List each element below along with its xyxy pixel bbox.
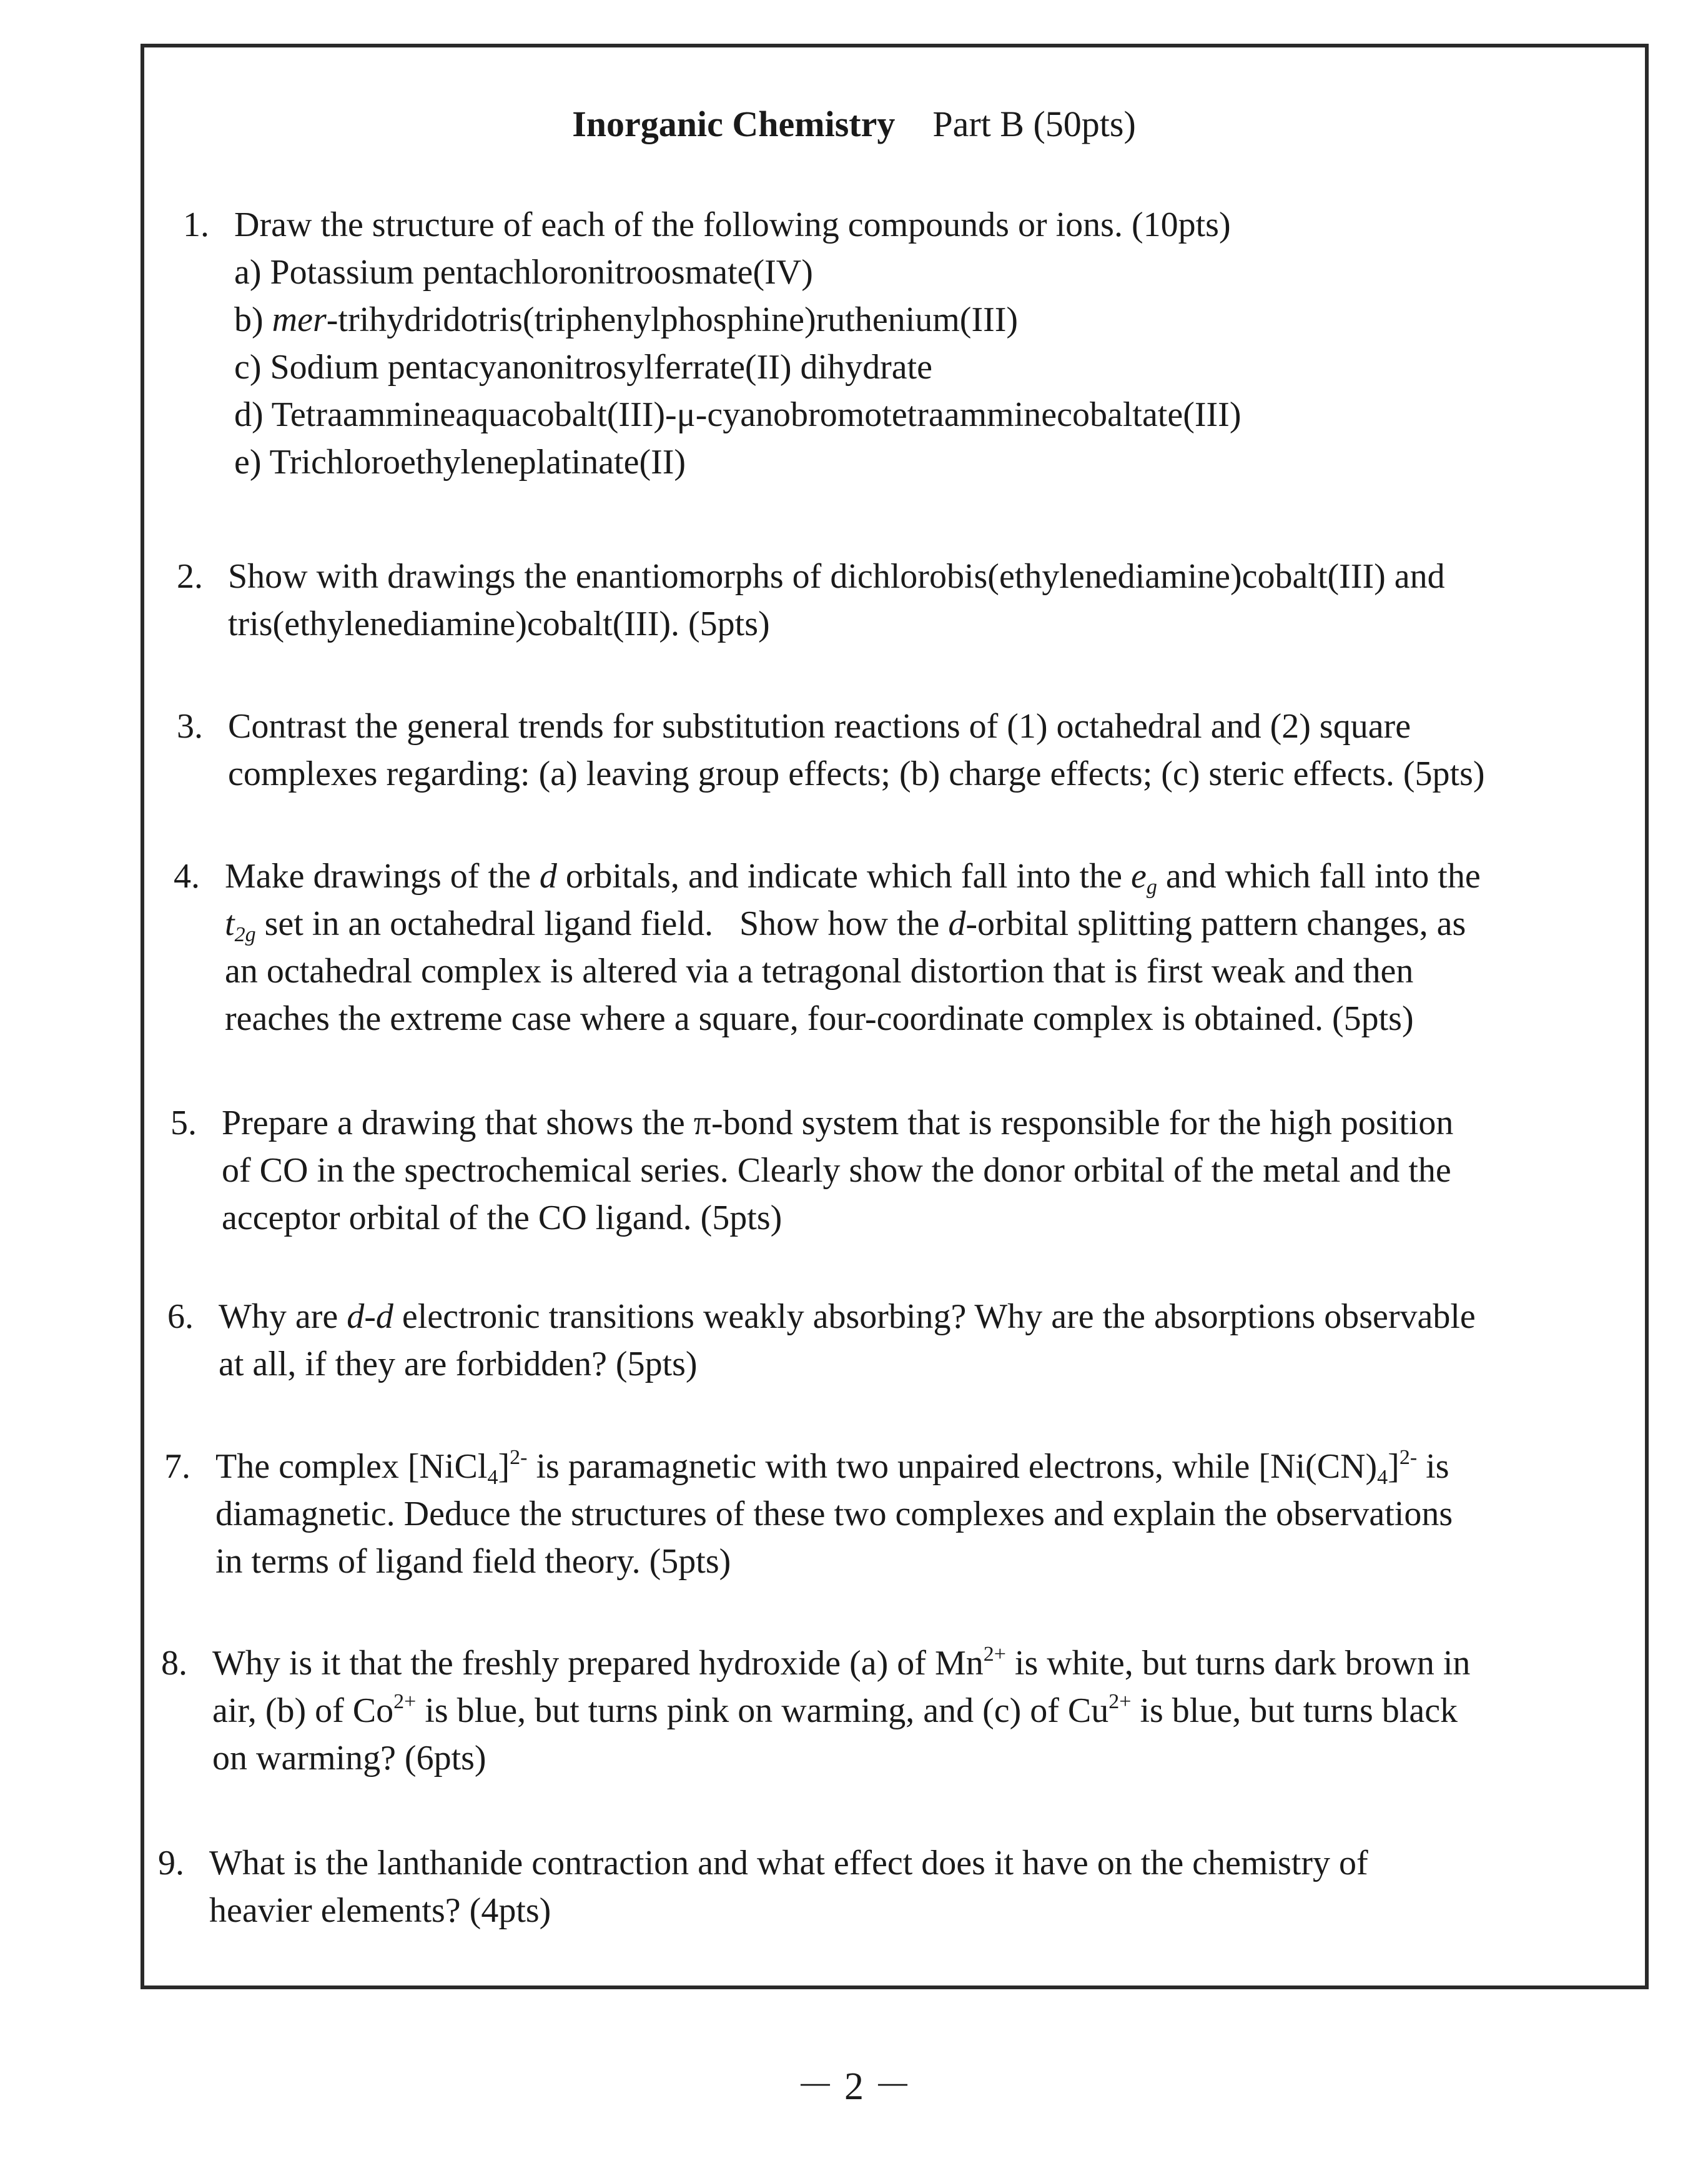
question-number: 1. bbox=[183, 205, 209, 244]
sub-item-d: d) Tetraammineaquacobalt(III)-μ-cyanobromotetraamminecobaltate(III) bbox=[234, 395, 1242, 434]
question-line: acceptor orbital of the CO ligand. (5pts) bbox=[222, 1199, 782, 1237]
sub-item-b: b) mer-trihydridotris(triphenylphosphine)ruthenium(III) bbox=[234, 300, 1019, 339]
question-line: Why are d-d electronic transitions weakly absorbing? Why are the absorptions observable bbox=[219, 1297, 1476, 1336]
title-main: Inorganic Chemistry bbox=[572, 104, 896, 144]
question-line: at all, if they are forbidden? (5pts) bbox=[219, 1345, 698, 1383]
sub-item-c: c) Sodium pentacyanonitrosylferrate(II) dihydrate bbox=[234, 348, 933, 387]
question-line: heavier elements? (4pts) bbox=[209, 1891, 551, 1930]
question-line: Make drawings of the d orbitals, and indicate which fall into the $e_g$ and which fall into the bbox=[225, 857, 1481, 899]
question-text: Draw the structure of each of the following compounds or ions. (10pts) bbox=[234, 205, 1231, 244]
question-number: 8. bbox=[161, 1644, 187, 1683]
question-number: 6. bbox=[167, 1297, 194, 1336]
question-number: 5. bbox=[170, 1104, 197, 1142]
question-line: Contrast the general trends for substitution reactions of (1) octahedral and (2) square bbox=[228, 707, 1411, 746]
page-number: － 2 － bbox=[796, 2065, 912, 2108]
question-line: diamagnetic. Deduce the structures of these two complexes and explain the observations bbox=[215, 1495, 1453, 1533]
title-part: Part B (50pts) bbox=[932, 104, 1136, 144]
sub-item-e: e) Trichloroethyleneplatinate(II) bbox=[234, 443, 686, 482]
question-line: tris(ethylenediamine)cobalt(III). (5pts) bbox=[228, 605, 770, 643]
question-line: complexes regarding: (a) leaving group effects; (b) charge effects; (c) steric effects. (5pts) bbox=[228, 754, 1485, 793]
question-line: of CO in the spectrochemical series. Clearly show the donor orbital of the metal and the bbox=[222, 1151, 1451, 1190]
question-number: 9. bbox=[158, 1844, 184, 1882]
question-line: air, (b) of $Co^{2+}$ is blue, but turns pink on warming, and (c) of $Cu^{2+}$ is blue, but turns black bbox=[212, 1690, 1458, 1730]
question-number: 2. bbox=[177, 557, 203, 596]
question-number: 4. bbox=[174, 857, 200, 896]
question-line: an octahedral complex is altered via a tetragonal distortion that is first weak and then bbox=[225, 952, 1414, 991]
page-title bbox=[0, 103, 1708, 145]
question-line: The complex [NiCl$_4$]$^{2-}$ is paramagnetic with two unpaired electrons, while $[Ni(CN)_4]^{2-}$ is bbox=[215, 1446, 1449, 1489]
question-line: in terms of ligand field theory. (5pts) bbox=[215, 1542, 731, 1581]
question-number: 7. bbox=[164, 1447, 190, 1486]
question-line: Why is it that the freshly prepared hydroxide (a) of $Mn^{2+}$ is white, but turns dark brown in bbox=[212, 1643, 1471, 1683]
question-line: reaches the extreme case where a square, four-coordinate complex is obtained. (5pts) bbox=[225, 999, 1414, 1038]
sub-item-a: a) Potassium pentachloronitroosmate(IV) bbox=[234, 253, 813, 292]
question-line: $t_{2g}$ set in an octahedral ligand field. Show how the d-orbital splitting pattern changes, as bbox=[225, 904, 1466, 946]
question-line: Show with drawings the enantiomorphs of dichlorobis(ethylenediamine)cobalt(III) and bbox=[228, 557, 1445, 596]
question-number: 3. bbox=[177, 707, 203, 746]
question-line: What is the lanthanide contraction and what effect does it have on the chemistry of bbox=[209, 1844, 1368, 1882]
question-line: on warming? (6pts) bbox=[212, 1739, 486, 1778]
question-line: Prepare a drawing that shows the π-bond system that is responsible for the high position bbox=[222, 1104, 1454, 1142]
